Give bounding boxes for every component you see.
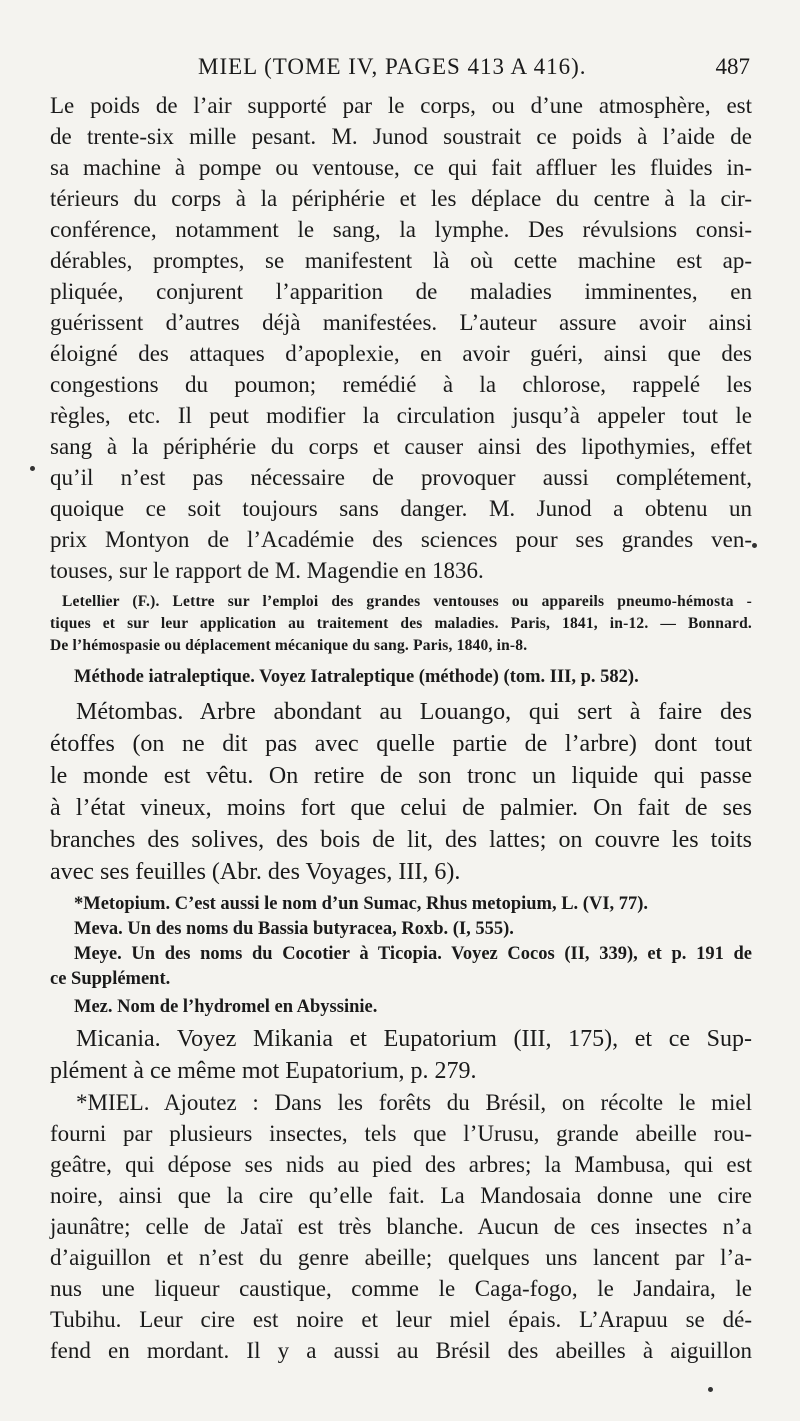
margin-mark (752, 543, 757, 548)
text-line: congestions du poumon; remédié à la chlorose, rappelé les (50, 372, 752, 397)
text-line: touses, sur le rapport de M. Magendie en 1836. (50, 558, 484, 583)
running-title: MIEL (TOME IV, PAGES 413 A 416). (198, 54, 587, 79)
text-line: sa machine à pompe ou ventouse, ce qui fait affluer les fluides in- (50, 155, 752, 180)
text-line: Tubihu. Leur cire est noire et leur miel épais. L’Arapuu se dé- (50, 1307, 752, 1332)
text-line: branches des solives, des bois de lit, des lattes; on couvre les toits (50, 827, 752, 853)
text-line: le monde est vêtu. On retire de son tronc un liquide qui passe (50, 763, 752, 789)
entry-methode: Méthode iatraleptique. Voyez Iatraleptique (méthode) (tom. III, p. 582). (74, 667, 639, 687)
entry-meye: Meye. Un des noms du Cocotier à Ticopia. Voyez Cocos (II, 339), et p. 191 de (74, 944, 752, 964)
text-line: fourni par plusieurs insectes, tels que l’Urusu, grande abeille rou- (50, 1121, 752, 1146)
text-line: geâtre, qui dépose ses nids au pied des arbres; la Mambusa, qui est (50, 1152, 752, 1177)
text-line: fend en mordant. Il y a aussi au Brésil des abeilles à aiguillon (50, 1338, 752, 1363)
entry-micania: Micania. Voyez Mikania et Eupatorium (III, 175), et ce Sup- (76, 1026, 752, 1052)
entry-meva: Meva. Un des noms du Bassia butyracea, Roxb. (I, 555). (74, 919, 514, 939)
page-header (0, 52, 800, 92)
reference-line: De l’hémospasie ou déplacement mécanique du sang. Paris, 1840, in-8. (50, 637, 528, 654)
text-line: éloigné des attaques d’apoplexie, en avoir guéri, ainsi que des (50, 341, 752, 366)
margin-mark (30, 466, 35, 471)
text-line: nus une liqueur caustique, comme le Caga-fogo, le Jandaira, le (50, 1276, 752, 1301)
text-line: sang à la périphérie du corps et causer ainsi des lipothymies, effet (50, 434, 752, 459)
entry-metombas: Métombas. Arbre abondant au Louango, qui sert à faire des (76, 699, 752, 725)
entry-metopium: *Metopium. C’est aussi le nom d’un Sumac, Rhus metopium, L. (VI, 77). (74, 894, 649, 914)
text-line: Le poids de l’air supporté par le corps, ou d’une atmosphère, est (50, 93, 752, 118)
text-line: pliquée, conjurent l’apparition de maladies imminentes, en (50, 279, 752, 304)
text-line: térieurs du corps à la périphérie et les déplace du centre à la cir- (50, 186, 752, 211)
text-line: jaunâtre; celle de Jataï est très blanche. Aucun de ces insectes n’a (50, 1214, 752, 1239)
page-number: 487 (715, 54, 750, 79)
entry-miel: *MIEL. Ajoutez : Dans les forêts du Brésil, on récolte le miel (76, 1090, 752, 1115)
reference-line: tiques et sur leur application au traitement des maladies. Paris, 1841, in-12. — Bonnard. (50, 615, 752, 632)
text-line: quoique ce soit toujours sans danger. M. Junod a obtenu un (50, 496, 752, 521)
margin-mark (708, 1387, 713, 1392)
text-line: ce Supplément. (50, 969, 171, 989)
text-line: avec ses feuilles (Abr. des Voyages, III, 6). (50, 859, 461, 885)
text-line: dérables, promptes, se manifestent là où cette machine est ap- (50, 248, 752, 273)
text-line: qu’il n’est pas nécessaire de provoquer aussi complétement, (50, 465, 752, 490)
text-line: plément à ce même mot Eupatorium, p. 279. (50, 1058, 477, 1084)
text-line: noire, ainsi que la cire qu’elle fait. La Mandosaia donne une cire (50, 1183, 752, 1208)
reference-line: Letellier (F.). Lettre sur l’emploi des grandes ventouses ou appareils pneumo-hémosta - (62, 593, 752, 610)
text-line: guérissent d’autres déjà manifestées. L’auteur assure avoir ainsi (50, 310, 752, 335)
text-line: conférence, notamment le sang, la lymphe. Des révulsions consi- (50, 217, 752, 242)
entry-mez: Mez. Nom de l’hydromel en Abyssinie. (74, 997, 378, 1017)
text-line: prix Montyon de l’Académie des sciences pour ses grandes ven- (50, 527, 752, 552)
text-line: de trente-six mille pesant. M. Junod soustrait ce poids à l’aide de (50, 124, 752, 149)
text-line: règles, etc. Il peut modifier la circulation jusqu’à appeler tout le (50, 403, 752, 428)
text-line: à l’état vineux, moins fort que celui de palmier. On fait de ses (50, 795, 752, 821)
text-line: d’aiguillon et n’est du genre abeille; quelques uns lancent par l’a- (50, 1245, 752, 1270)
text-line: étoffes (on ne dit pas avec quelle partie de l’arbre) dont tout (50, 731, 752, 757)
